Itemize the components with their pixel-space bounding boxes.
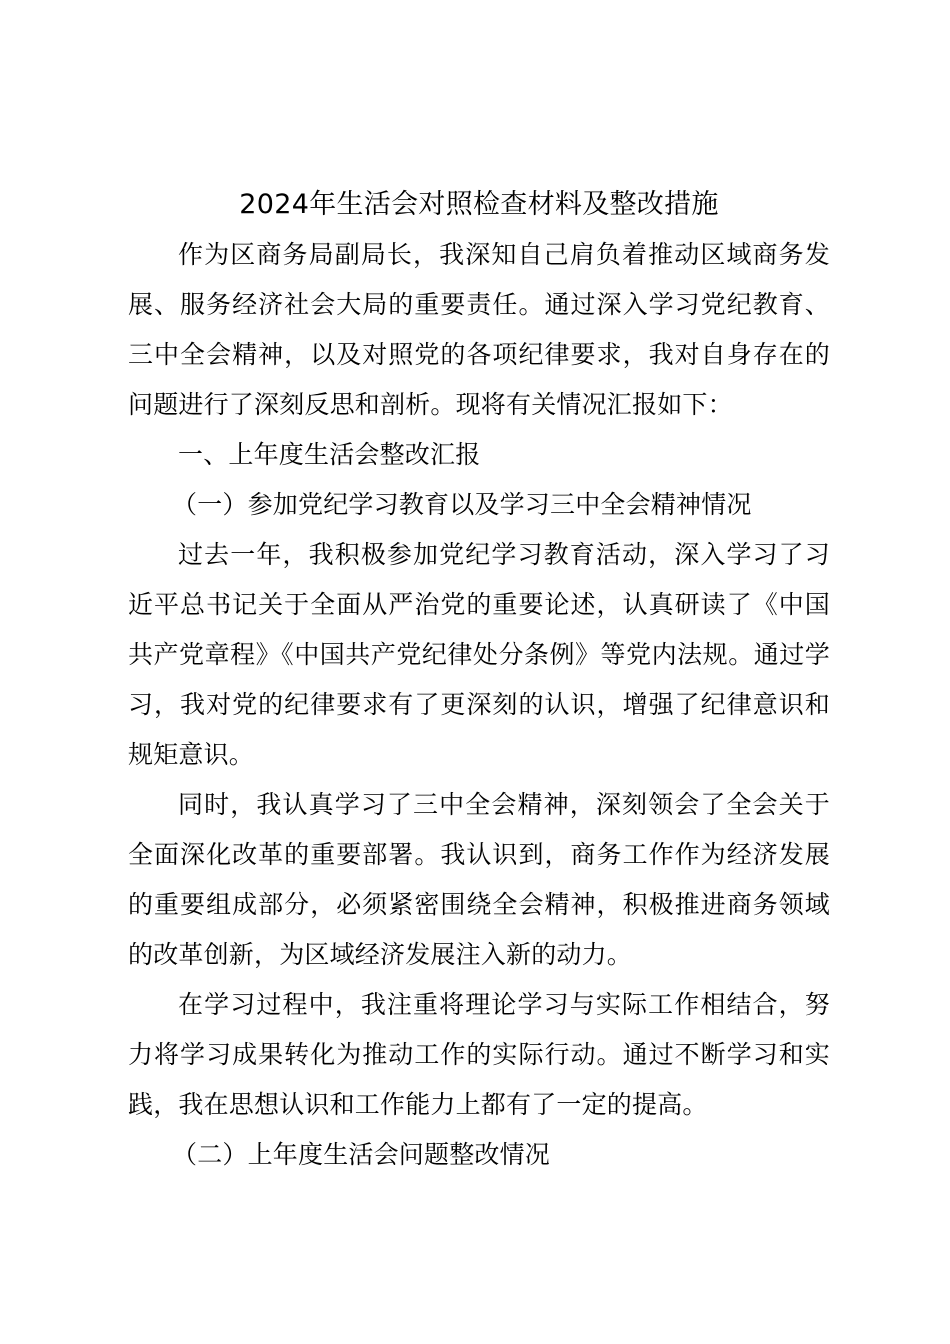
document-body [128,180,830,1180]
body-paragraph-1: 过去一年，我积极参加党纪学习教育活动，深入学习了习近平总书记关于全面从严治党的重要论述，认真研读了《中国共产党章程》《中国共产党纪律处分条例》等党内法规。通过学习，我对党的纪律要求有了更深刻的认识，增强了纪律意识和规矩意识。 [128,540,830,769]
subsection-heading-2: （二）上年度生活会问题整改情况 [172,1140,551,1169]
section-heading-1: 一、上年度生活会整改汇报 [178,440,481,469]
document-title: 2024年生活会对照检查材料及整改措施 [239,189,719,220]
subsection-heading-1: （一）参加党纪学习教育以及学习三中全会精神情况 [172,490,752,519]
body-paragraph-2: 同时，我认真学习了三中全会精神，深刻领会了全会关于全面深化改革的重要部署。我认识到，商务工作作为经济发展的重要组成部分，必须紧密围绕全会精神，积极推进商务领域的改革创新，为区域经济发展注入新的动力。 [128,790,830,969]
intro-paragraph: 作为区商务局副局长，我深知自己肩负着推动区域商务发展、服务经济社会大局的重要责任。通过深入学习党纪教育、三中全会精神，以及对照党的各项纪律要求，我对自身存在的问题进行了深刻反思和剖析。现将有关情况汇报如下： [128,240,830,419]
body-paragraph-3: 在学习过程中，我注重将理论学习与实际工作相结合，努力将学习成果转化为推动工作的实际行动。通过不断学习和实践，我在思想认识和工作能力上都有了一定的提高。 [128,990,830,1119]
